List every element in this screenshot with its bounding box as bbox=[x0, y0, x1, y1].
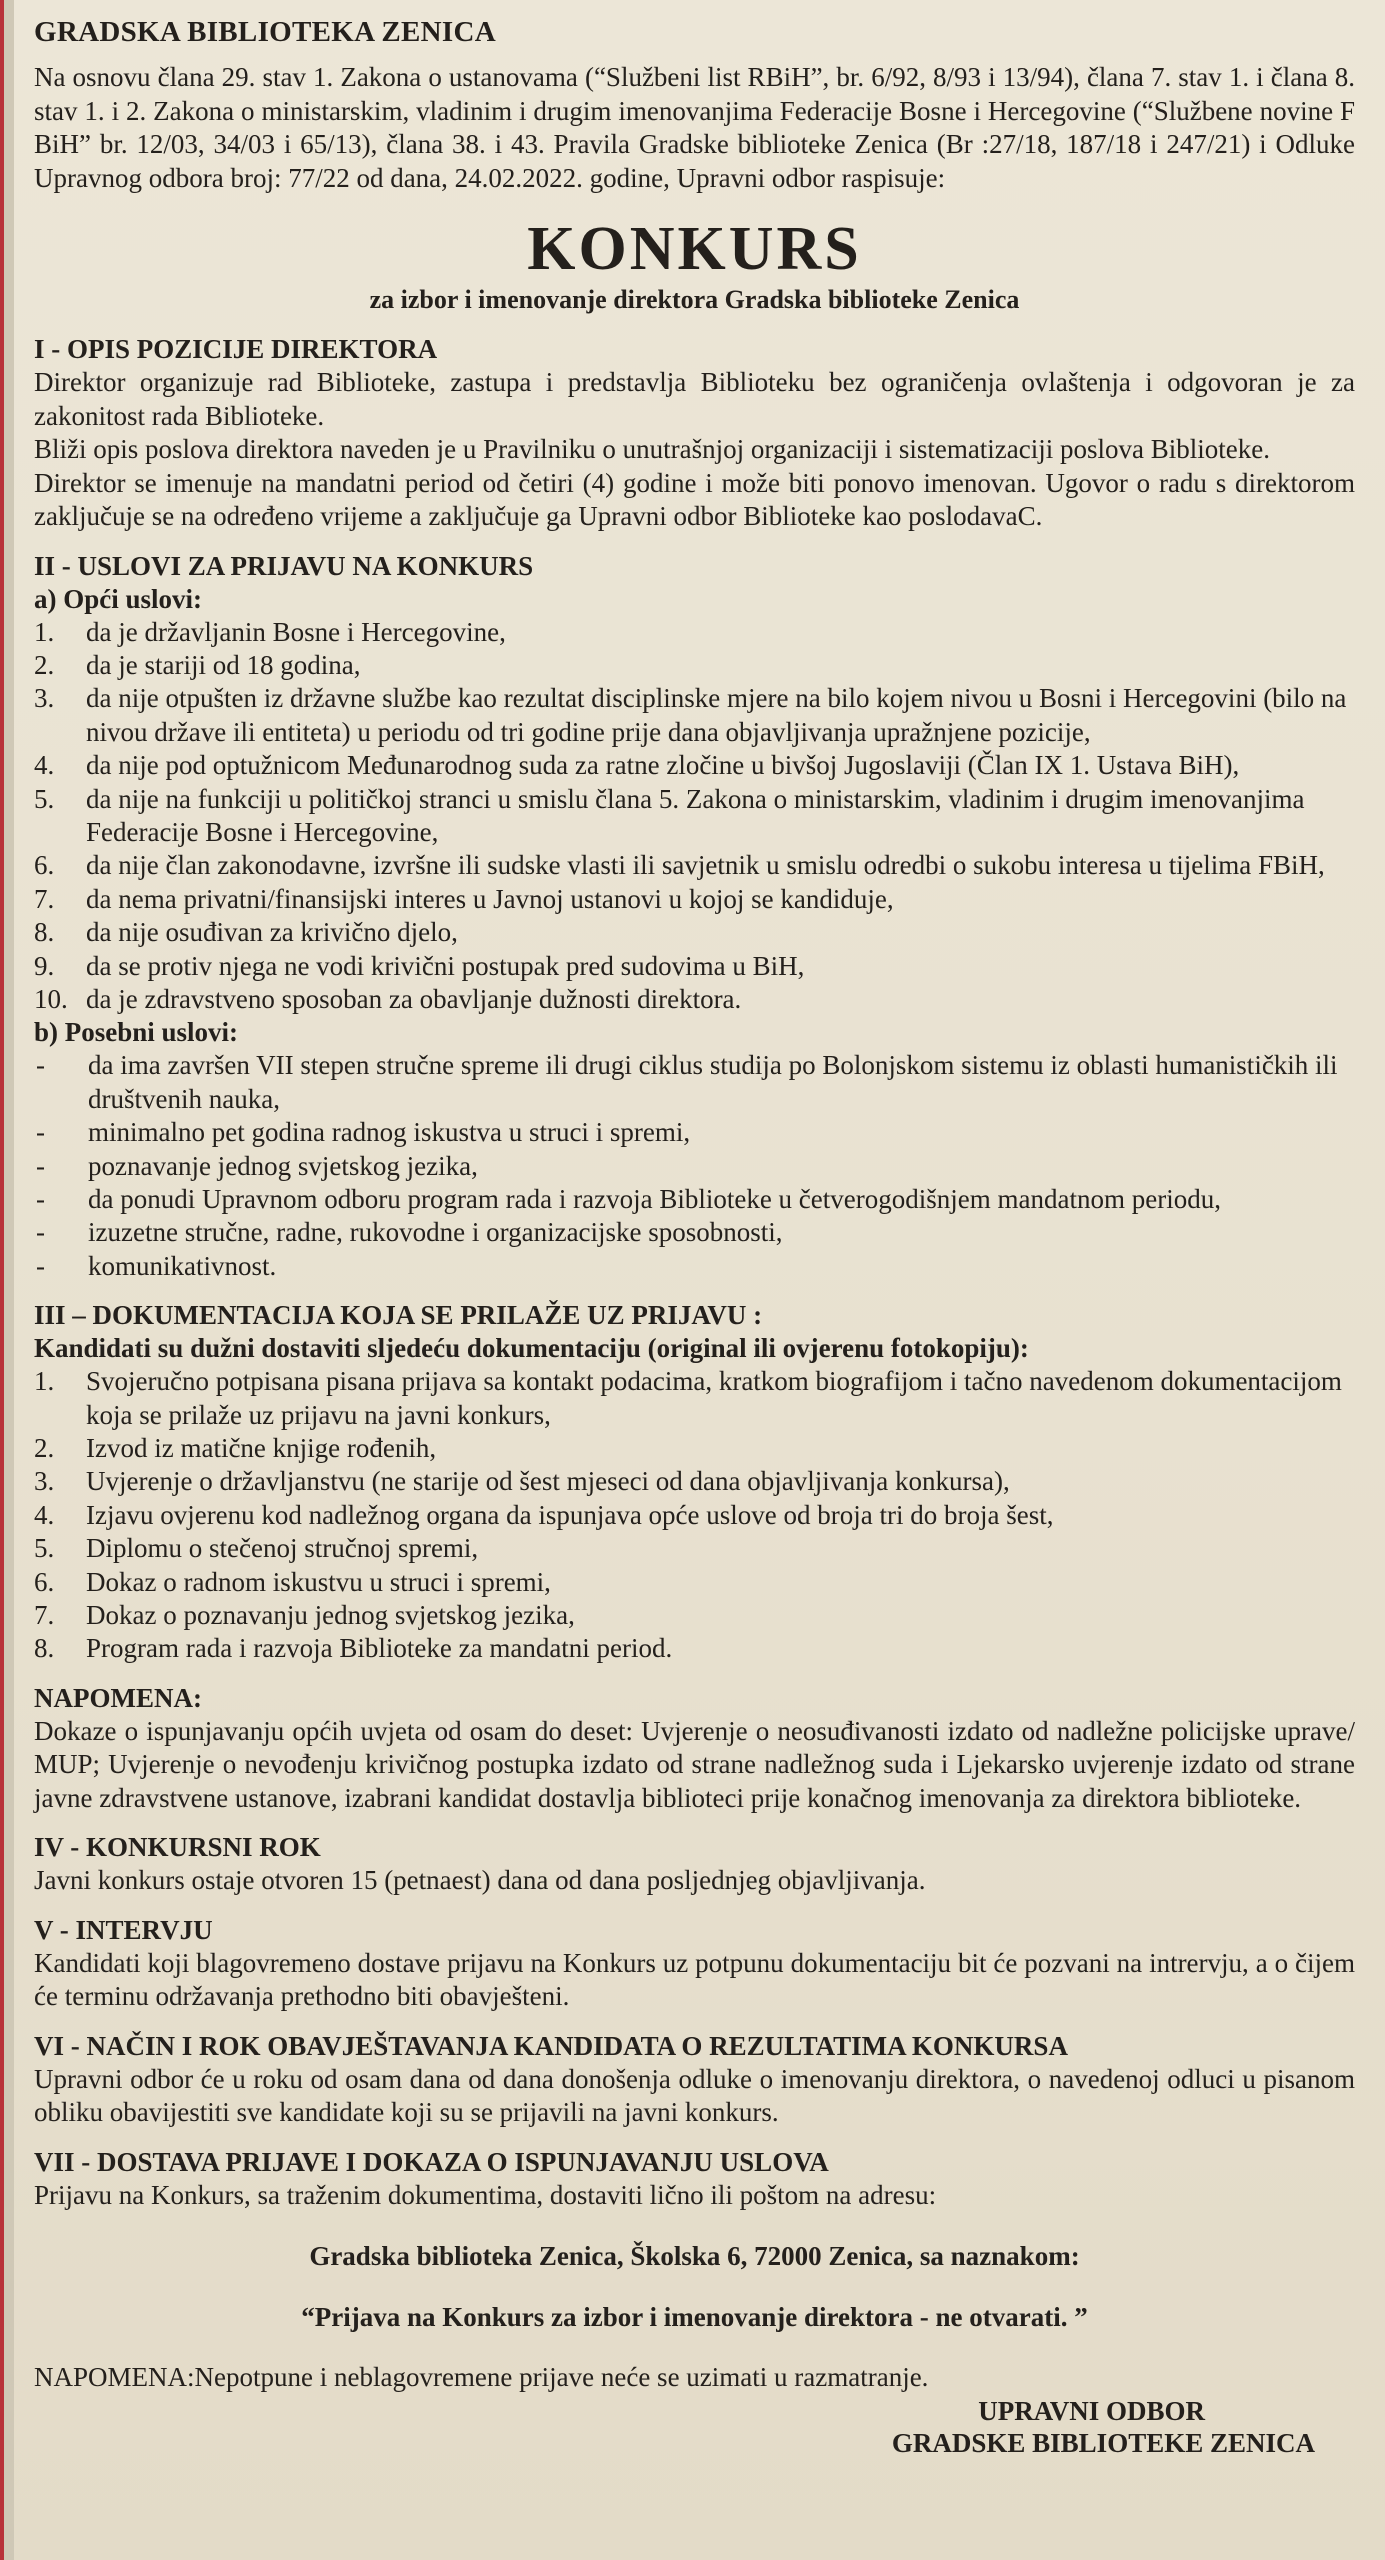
dash-bullet: - bbox=[36, 1117, 45, 1148]
documentation-item bbox=[34, 1532, 1355, 1565]
general-condition-item bbox=[34, 749, 1355, 782]
documentation-item bbox=[34, 1465, 1355, 1498]
general-condition-item bbox=[34, 883, 1355, 916]
list-item-number: 10. bbox=[34, 983, 68, 1014]
red-border-strip bbox=[0, 0, 14, 2560]
list-item-number: 5. bbox=[34, 783, 55, 814]
section-6-text: Upravni odbor će u roku od osam dana od dana donošenja odluke o imenovanju direktora, o navedenoj odluci u pisanom obliku obavijestiti sve kandidate koji su se prijavili na javni konkurs. bbox=[34, 2063, 1355, 2128]
section-3-heading: III – DOKUMENTACIJA KOJA SE PRILAŽE UZ PRIJAVU : bbox=[34, 1300, 763, 1331]
section-4-heading: IV - KONKURSNI ROK bbox=[34, 1832, 321, 1863]
special-condition-item bbox=[34, 1216, 1355, 1249]
dash-bullet: - bbox=[36, 1184, 45, 1214]
general-condition-item bbox=[34, 849, 1355, 882]
list-item-number: 1. bbox=[34, 616, 55, 647]
list-item-text: minimalno pet godina radnog iskustva u struci i spremi, bbox=[88, 1117, 691, 1148]
documentation-item bbox=[34, 1432, 1355, 1465]
list-item-text: komunikativnost. bbox=[88, 1250, 277, 1281]
document-subtitle: za izbor i imenovanje direktora Gradska biblioteke Zenica bbox=[369, 285, 1020, 314]
list-item-text: izuzetne stručne, radne, rukovodne i organizacijske sposobnosti, bbox=[88, 1217, 783, 1248]
section-3-lead: Kandidati su dužni dostaviti sljedeću dokumentaciju (original ili ovjerenu fotokopiju): bbox=[34, 1333, 1029, 1364]
note-text: Dokaze o ispunjavanju općih uvjeta od osam do deset: Uvjerenje o neosuđivanosti izdato od nadležne policijske uprave/ MUP; Uvjerenje o nevođenju krivičnog postupka izdato od strane nadležnog suda i Ljekarsko uvjerenje izdato od strane javne zdravstvene ustanove, izabrani kandidat dostavlja biblioteci prije konačnog imenovanja za direktora biblioteke. bbox=[34, 1715, 1355, 1813]
dash-bullet: - bbox=[36, 1150, 45, 1181]
dash-bullet: - bbox=[36, 1250, 45, 1281]
list-item-number: 3. bbox=[34, 1466, 55, 1497]
section-7-heading: VII - DOSTAVA PRIJAVE I DOKAZA O ISPUNJAVANJU USLOVA bbox=[34, 2146, 829, 2177]
general-conditions-list bbox=[34, 616, 1355, 1017]
list-item-text: da nije na funkciji u političkoj stranci u smislu člana 5. Zakona o ministarskim, vladinim i drugim imenovanjima Federacije Bosne i Hercegovine, bbox=[86, 783, 1305, 847]
general-condition-item bbox=[34, 682, 1355, 749]
list-item-text: da nema privatni/finansijski interes u Javnoj ustanovi u kojoj se kandiduje, bbox=[86, 883, 894, 914]
list-item-number: 8. bbox=[34, 1633, 55, 1664]
section-1-paragraph-2: Bliži opis poslova direktora naveden je u Pravilniku o unutrašnjoj organizaciji i sistematizaciji poslova Biblioteke. bbox=[34, 434, 1270, 464]
special-condition-item bbox=[34, 1150, 1355, 1183]
list-item-text: da ima završen VII stepen stručne spreme ili drugi ciklus studija po Bolonjskom sistemu iz oblasti humanističkih ili društvenih nauka, bbox=[88, 1050, 1338, 1114]
list-item-text: poznavanje jednog svjetskog jezika, bbox=[88, 1150, 478, 1181]
signature-line-1: UPRAVNI ODBOR bbox=[978, 2395, 1205, 2426]
special-conditions-label: b) Posebni uslovi: bbox=[34, 1017, 239, 1048]
special-condition-item bbox=[34, 1116, 1355, 1149]
list-item-text: Dokaz o poznavanju jednog svjetskog jezika, bbox=[86, 1600, 575, 1631]
signature-block bbox=[34, 2395, 1355, 2459]
general-conditions-label: a) Opći uslovi: bbox=[34, 583, 203, 614]
document-title: KONKURS bbox=[527, 215, 862, 283]
list-item-text: da nije otpušten iz državne službe kao rezultat disciplinske mjere na bilo kojem nivou u Bosni i Hercegovini (bilo na nivou države ili entiteta) u periodu od tri godine prije dana objavljivanja upražnjene pozicije, bbox=[86, 683, 1347, 747]
list-item-text: da se protiv njega ne vodi krivični postupak pred sudovima u BiH, bbox=[86, 950, 805, 981]
note-heading: NAPOMENA: bbox=[34, 1682, 202, 1713]
dash-bullet: - bbox=[36, 1050, 45, 1081]
list-item-text: Uvjerenje o državljanstvu (ne starije od šest mjeseci od dana objavljivanja konkursa), bbox=[86, 1466, 1010, 1497]
section-7-text: Prijavu na Konkurs, sa traženim dokumentima, dostaviti lično ili poštom na adresu: bbox=[34, 2179, 937, 2210]
section-5-text: Kandidati koji blagovremeno dostave prijavu na Konkurs uz potpunu dokumentaciju bit će pozvani na intrervju, a o čijem će terminu održavanja prethodno biti obavješteni. bbox=[34, 1947, 1355, 2012]
section-5-heading: V - INTERVJU bbox=[34, 1914, 213, 1945]
list-item-number: 2. bbox=[34, 649, 55, 680]
envelope-marking: “Prijava na Konkurs za izbor i imenovanje direktora - ne otvarati. ” bbox=[301, 2302, 1088, 2333]
section-4-text: Javni konkurs ostaje otvoren 15 (petnaest) dana od dana posljednjeg objavljivanja. bbox=[34, 1865, 926, 1896]
dash-bullet: - bbox=[36, 1217, 45, 1248]
list-item-number: 4. bbox=[34, 750, 55, 781]
section-2-heading: II - USLOVI ZA PRIJAVU NA KONKURS bbox=[34, 550, 534, 581]
section-1-heading: I - OPIS POZICIJE DIREKTORA bbox=[34, 334, 438, 364]
issuer-header: GRADSKA BIBLIOTEKA ZENICA bbox=[34, 16, 496, 48]
final-note: NAPOMENA:Nepotpune i neblagovremene prijave neće se uzimati u razmatranje. bbox=[34, 2362, 929, 2393]
list-item-text: da nije osuđivan za krivično djelo, bbox=[86, 917, 458, 948]
intro-paragraph: Na osnovu člana 29. stav 1. Zakona o ustanovama (“Službeni list RBiH”, br. 6/92, 8/93 i 13/94), člana 7. stav 1. i člana 8. stav 1. i 2. Zakona o ministarskim, vladinim i drugim imenovanjima Federacije Bosne i Hercegovine (“Službene novine F BiH” br. 12/03, 34/03 i 65/13), člana 38. i 43. Pravila Gradske biblioteke Zenica (Br :27/18, 187/18 i 247/21) i Odluke Upravnog odbora broj: 77/22 od dana, 24.02.2022. godine, Upravni odbor raspisuje: bbox=[34, 62, 1355, 193]
section-1-paragraph-1: Direktor organizuje rad Biblioteke, zastupa i predstavlja Biblioteku bez ograničenja ovlaštenja i odgovoran je za zakonitost rada Biblioteke. bbox=[34, 367, 1355, 431]
special-conditions-list bbox=[34, 1049, 1355, 1283]
list-item-text: da nije pod optužnicom Međunarodnog suda za ratne zločine u bivšoj Jugoslaviji (Član IX 1. Ustava BiH), bbox=[86, 750, 1240, 781]
list-item-text: Diplomu o stečenoj stručnoj spremi, bbox=[86, 1533, 479, 1564]
general-condition-item bbox=[34, 950, 1355, 983]
list-item-number: 7. bbox=[34, 883, 55, 914]
list-item-text: da je zdravstveno sposoban za obavljanje dužnosti direktora. bbox=[86, 983, 742, 1014]
list-item-number: 2. bbox=[34, 1433, 55, 1464]
delivery-address: Gradska biblioteka Zenica, Školska 6, 72000 Zenica, sa naznakom: bbox=[309, 2241, 1080, 2272]
general-condition-item bbox=[34, 916, 1355, 949]
list-item-number: 6. bbox=[34, 1566, 55, 1597]
documentation-list bbox=[34, 1365, 1355, 1666]
list-item-text: Program rada i razvoja Biblioteke za mandatni period. bbox=[86, 1633, 673, 1664]
list-item-text: Svojeručno potpisana pisana prijava sa kontakt podacima, kratkom biografijom i tačno navedenom dokumentacijom koja se prilaže uz prijavu na javni konkurs, bbox=[86, 1366, 1342, 1430]
general-condition-item bbox=[34, 616, 1355, 649]
list-item-text: da ponudi Upravnom odboru program rada i razvoja Biblioteke u četverogodišnjem mandatnom periodu, bbox=[88, 1184, 1221, 1214]
special-condition-item bbox=[34, 1250, 1355, 1283]
list-item-number: 4. bbox=[34, 1499, 55, 1530]
documentation-item bbox=[34, 1632, 1355, 1665]
documentation-item bbox=[34, 1365, 1355, 1432]
section-1-paragraph-3: Direktor se imenuje na mandatni period od četiri (4) godine i može biti ponovo imenovan. Ugovor o radu s direktorom zaključuje se na određeno vrijeme a zaključuje ga Upravni odbor Biblioteke kao poslodavaC. bbox=[34, 467, 1355, 531]
special-condition-item bbox=[34, 1183, 1355, 1216]
general-condition-item bbox=[34, 783, 1355, 850]
general-condition-item bbox=[34, 983, 1355, 1016]
general-condition-item bbox=[34, 649, 1355, 682]
list-item-text: Izvod iz matične knjige rođenih, bbox=[86, 1433, 437, 1464]
list-item-number: 8. bbox=[34, 917, 55, 948]
list-item-number: 1. bbox=[34, 1366, 55, 1397]
list-item-text: da je stariji od 18 godina, bbox=[86, 649, 361, 680]
documentation-item bbox=[34, 1499, 1355, 1532]
list-item-text: Dokaz o radnom iskustvu u struci i spremi, bbox=[86, 1566, 551, 1597]
documentation-item bbox=[34, 1566, 1355, 1599]
signature-line-2: GRADSKE BIBLIOTEKE ZENICA bbox=[891, 2427, 1315, 2458]
documentation-item bbox=[34, 1599, 1355, 1632]
list-item-text: Izjavu ovjerenu kod nadležnog organa da ispunjava opće uslove od broja tri do broja šest, bbox=[86, 1499, 1054, 1530]
list-item-number: 7. bbox=[34, 1600, 55, 1631]
special-condition-item bbox=[34, 1049, 1355, 1116]
section-6-heading: VI - NAČIN I ROK OBAVJEŠTAVANJA KANDIDATA O REZULTATIMA KONKURSA bbox=[34, 2030, 1068, 2061]
list-item-number: 3. bbox=[34, 683, 55, 714]
list-item-number: 6. bbox=[34, 850, 55, 881]
list-item-number: 9. bbox=[34, 950, 55, 981]
list-item-text: da je državljanin Bosne i Hercegovine, bbox=[86, 616, 506, 647]
list-item-text: da nije član zakonodavne, izvršne ili sudske vlasti ili savjetnik u smislu odredbi o sukobu interesa u tijelima FBiH, bbox=[86, 850, 1325, 881]
list-item-number: 5. bbox=[34, 1533, 55, 1564]
